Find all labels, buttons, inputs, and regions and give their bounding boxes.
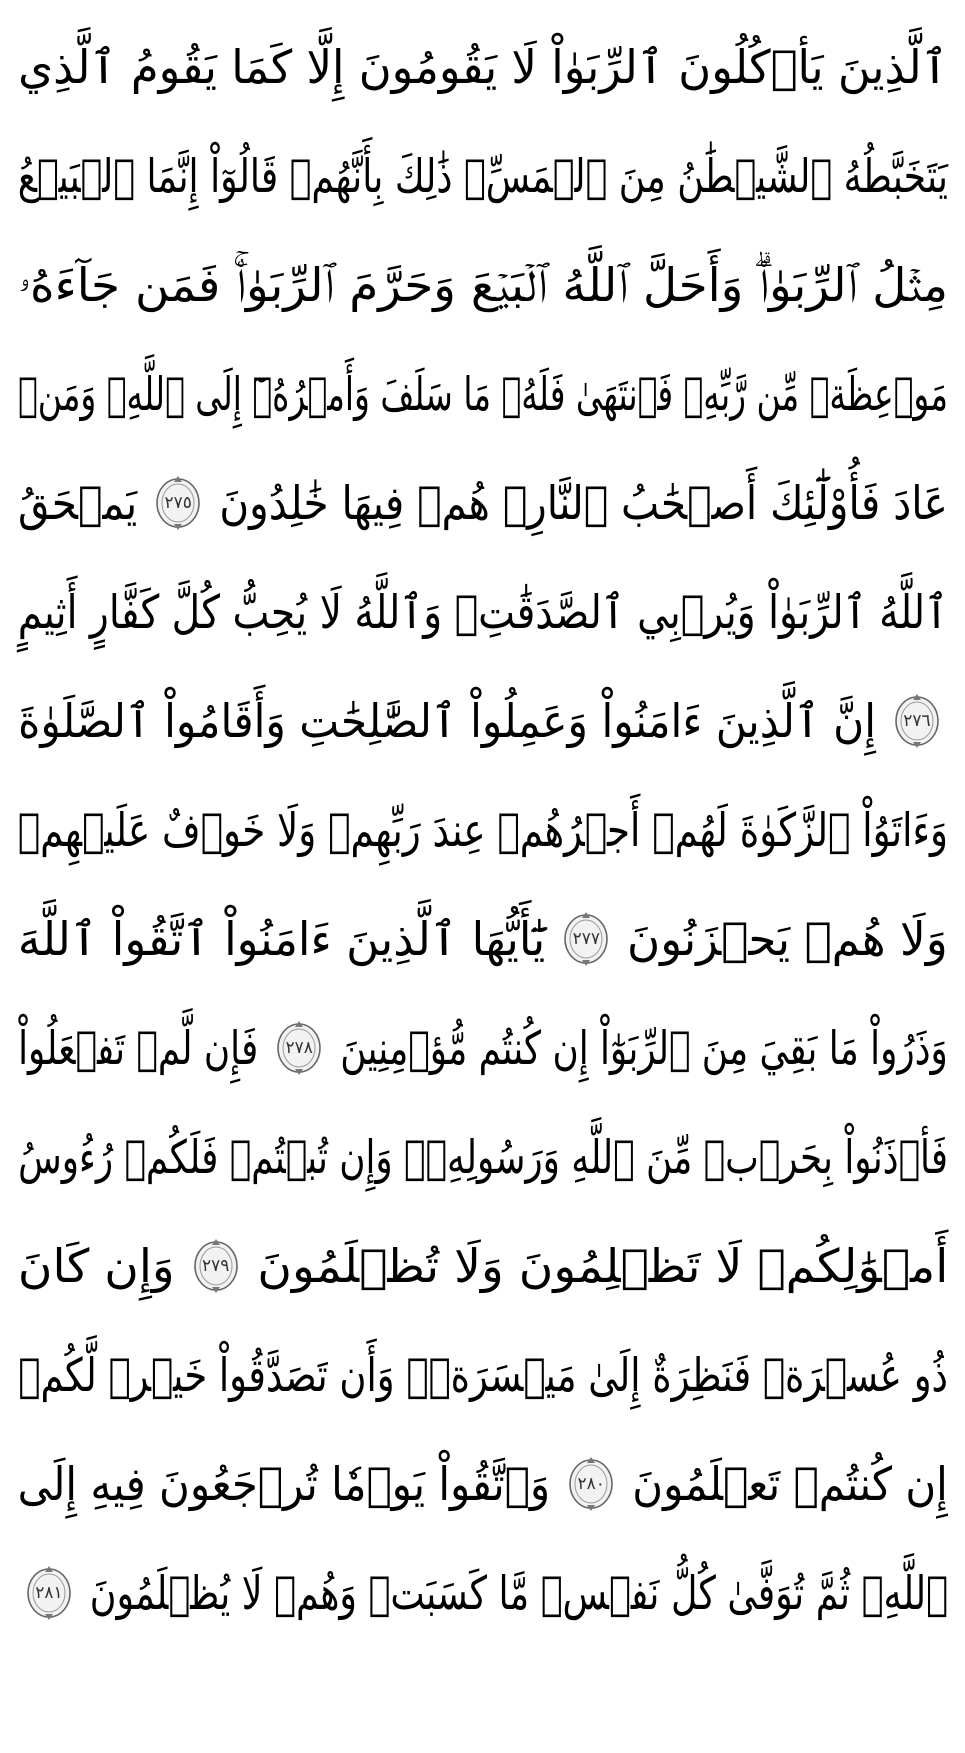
verse-text: إِنَّ ٱلَّذِينَ ءَامَنُواْ وَعَمِلُواْ ٱلصَّٰلِحَٰتِ وَأَقَامُواْ ٱلصَّلَوٰةَ (18, 693, 877, 748)
ayah-number-marker (561, 910, 611, 968)
ayah-number: ٢٨١ (35, 1582, 63, 1603)
verse-text: أَمۡوَٰلِكُمۡ لَا تَظۡلِمُونَ وَلَا تُظۡلَمُونَ (257, 1238, 948, 1293)
verse-line (18, 1102, 948, 1211)
verse-line (18, 1320, 948, 1429)
ayah-number: ٢٧٦ (903, 710, 931, 731)
verse-text: فَإِن لَّمۡ تَفۡعَلُواْ (18, 1020, 259, 1075)
verse-line (18, 993, 948, 1102)
verse-text: إِن كُنتُمۡ تَعۡلَمُونَ (632, 1456, 948, 1511)
verse-line (18, 1538, 948, 1647)
verse-line (18, 1429, 948, 1538)
verse-text: ٱلَّذِينَ يَأۡكُلُونَ ٱلرِّبَوٰاْ لَا يَقُومُونَ إِلَّا كَمَا يَقُومُ ٱلَّذِي (18, 39, 949, 94)
verse-text: يَتَخَبَّطُهُ ٱلشَّيۡطَٰنُ مِنَ ٱلۡمَسِّۚ ذَٰلِكَ بِأَنَّهُمۡ قَالُوٓاْ إِنَّمَا ٱلۡبَيۡعُ (17, 148, 949, 203)
verse-line (18, 557, 948, 666)
verse-line (18, 339, 948, 448)
ayah-number: ٢٧٧ (572, 928, 600, 949)
verse-text: وَءَاتَوُاْ ٱلزَّكَوٰةَ لَهُمۡ أَجۡرُهُمۡ عِندَ رَبِّهِمۡ وَلَا خَوۡفٌ عَلَيۡهِمۡ (17, 802, 948, 857)
verse-text: يَمۡحَقُ (17, 475, 138, 530)
verse-line (18, 448, 948, 557)
ayah-number-marker (153, 474, 203, 532)
ayah-number-marker (24, 1564, 74, 1622)
verse-text: مِثۡلُ ٱلرِّبَوٰاْۗ وَأَحَلَّ ٱللَّهُ ٱلۡبَيۡعَ وَحَرَّمَ ٱلرِّبَوٰاْۚ فَمَن جَآءَهُۥ (18, 257, 948, 312)
ayah-number-marker (191, 1237, 241, 1295)
verse-text: وَإِن كَانَ (17, 1238, 175, 1293)
quran-page (18, 0, 948, 1753)
verse-text: ذُو عُسۡرَةٖ فَنَظِرَةٌ إِلَىٰ مَيۡسَرَةٖۚ وَأَن تَصَدَّقُواْ خَيۡرٞ لَّكُمۡ (18, 1347, 949, 1402)
verse-line (18, 666, 948, 775)
verse-text: عَادَ فَأُوْلَٰٓئِكَ أَصۡحَٰبُ ٱلنَّارِۖ هُمۡ فِيهَا خَٰلِدُونَ (219, 475, 949, 530)
verse-line (18, 230, 948, 339)
verse-line (18, 1211, 948, 1320)
ayah-number-marker (892, 692, 942, 750)
ayah-number: ٢٨٠ (577, 1473, 605, 1494)
verse-text: مَوۡعِظَةٞ مِّن رَّبِّهِۦ فَٱنتَهَىٰ فَلَهُۥ مَا سَلَفَ وَأَمۡرُهُۥٓ إِلَى ٱللَّهِۖ وَمَنۡ (17, 366, 948, 421)
ayah-number: ٢٧٥ (164, 492, 192, 513)
ayah-number-marker (274, 1019, 324, 1077)
verse-text: ٱللَّهِۖ ثُمَّ تُوَفَّىٰ كُلُّ نَفۡسٖ مَّا كَسَبَتۡ وَهُمۡ لَا يُظۡلَمُونَ (89, 1565, 949, 1620)
verse-line (18, 775, 948, 884)
verse-line (18, 884, 948, 993)
verse-text: يَٰٓأَيُّهَا ٱلَّذِينَ ءَامَنُواْ ٱتَّقُواْ ٱللَّهَ (17, 911, 546, 966)
verse-text: ٱللَّهُ ٱلرِّبَوٰاْ وَيُرۡبِي ٱلصَّدَقَٰتِۗ وَٱللَّهُ لَا يُحِبُّ كُلَّ كَفَّارٍ أَثِيمٍ (17, 584, 948, 639)
verse-text: وَلَا هُمۡ يَحۡزَنُونَ (627, 911, 948, 966)
verse-line (18, 121, 948, 230)
verse-text: وَذَرُواْ مَا بَقِيَ مِنَ ٱلرِّبَوٰٓاْ إِن كُنتُم مُّؤۡمِنِينَ (340, 1020, 948, 1075)
verse-text: فَأۡذَنُواْ بِحَرۡبٖ مِّنَ ٱللَّهِ وَرَسُولِهِۦۖ وَإِن تُبۡتُمۡ فَلَكُمۡ رُءُوسُ (18, 1129, 949, 1184)
ayah-number: ٢٧٨ (285, 1037, 313, 1058)
verse-line (18, 12, 948, 121)
verse-text: وَٱتَّقُواْ يَوۡمٗا تُرۡجَعُونَ فِيهِ إِلَى (17, 1456, 551, 1511)
ayah-number: ٢٧٩ (202, 1255, 230, 1276)
ayah-number-marker (566, 1455, 616, 1513)
